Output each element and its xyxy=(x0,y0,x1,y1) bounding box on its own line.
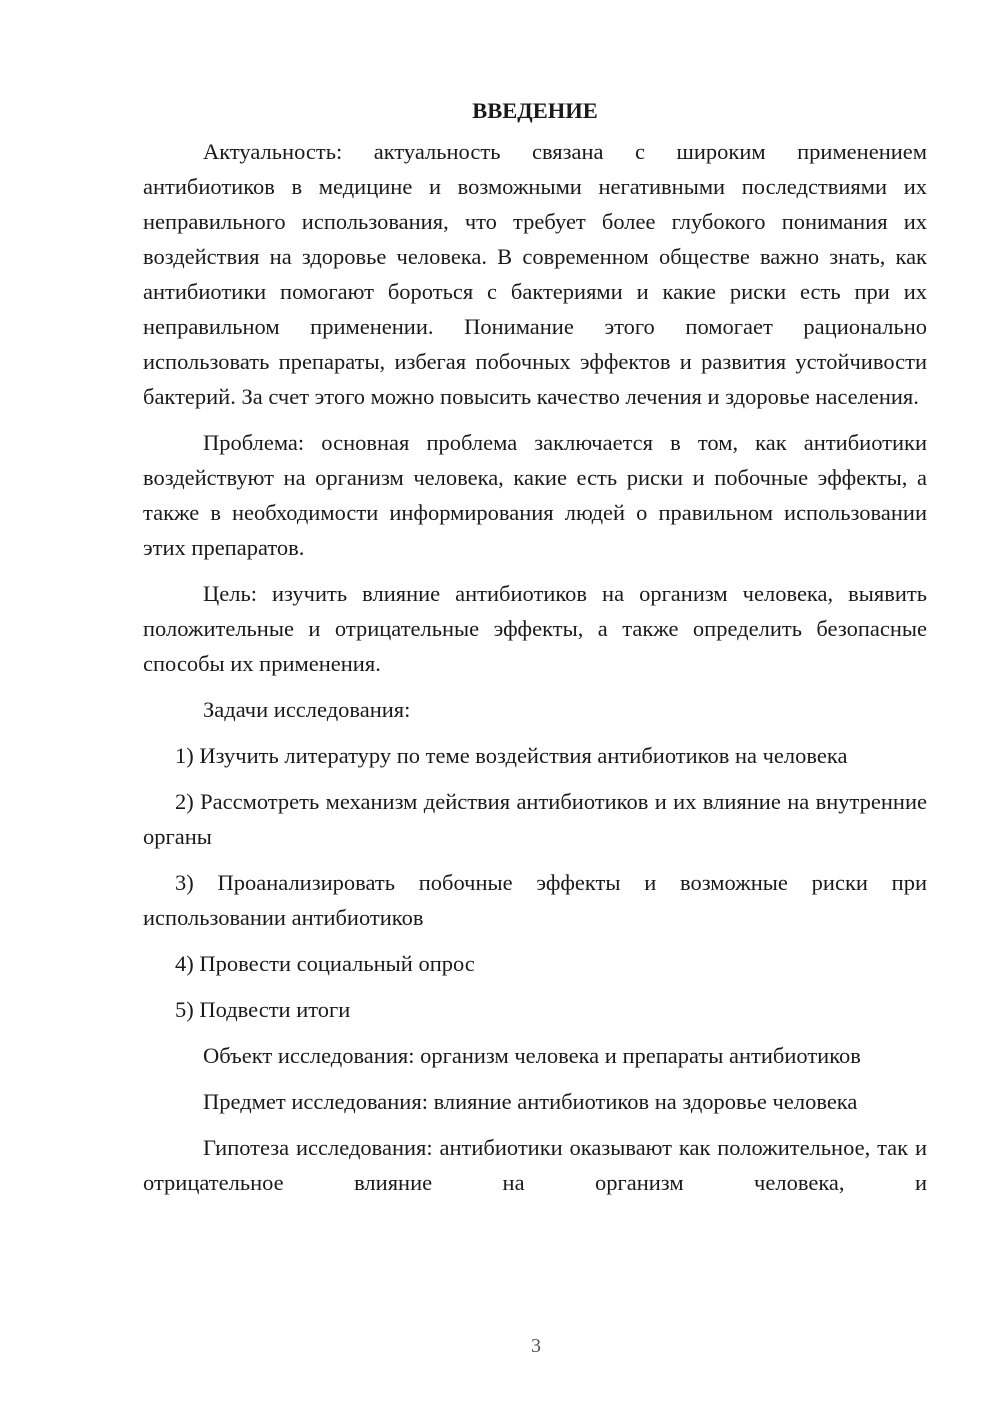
object-paragraph: Объект исследования: организм человека и препараты антибиотиков xyxy=(203,1043,861,1068)
document-page xyxy=(143,96,927,1211)
hypothesis-paragraph: Гипотеза исследования: антибиотики оказывают как положительное, так и отрицательное влияние на организм человека, и xyxy=(143,1135,927,1195)
relevance-paragraph: Актуальность: актуальность связана с широким применением антибиотиков в медицине и возможными негативными последствиями их неправильного использования, что требует более глубокого понимания их воздействия на здоровье человека. В современном обществе важно знать, как антибиотики помогают бороться с бактериями и какие риски есть при их неправильном применении. Понимание этого помогает рационально использовать препараты, избегая побочных эффектов и развития устойчивости бактерий. За счет этого можно повысить качество лечения и здоровье населения. xyxy=(143,139,927,409)
problem-paragraph: Проблема: основная проблема заключается в том, как антибиотики воздействуют на организм человека, какие есть риски и побочные эффекты, а также в необходимости информирования людей о правильном использовании этих препаратов. xyxy=(143,430,927,560)
task-item: 1) Изучить литературу по теме воздействия антибиотиков на человека xyxy=(175,743,848,768)
task-item: 3) Проанализировать побочные эффекты и возможные риски при использовании антибиотиков xyxy=(143,870,927,930)
task-item: 4) Провести социальный опрос xyxy=(175,951,475,976)
page-number: 3 xyxy=(531,1335,541,1357)
task-item: 2) Рассмотреть механизм действия антибиотиков и их влияние на внутренние органы xyxy=(143,789,927,849)
tasks-heading: Задачи исследования: xyxy=(203,697,411,722)
subject-paragraph: Предмет исследования: влияние антибиотиков на здоровье человека xyxy=(203,1089,858,1114)
page-title: ВВЕДЕНИЕ xyxy=(472,98,598,123)
goal-paragraph: Цель: изучить влияние антибиотиков на организм человека, выявить положительные и отрицательные эффекты, а также определить безопасные способы их применения. xyxy=(143,581,927,676)
task-item: 5) Подвести итоги xyxy=(175,997,351,1022)
